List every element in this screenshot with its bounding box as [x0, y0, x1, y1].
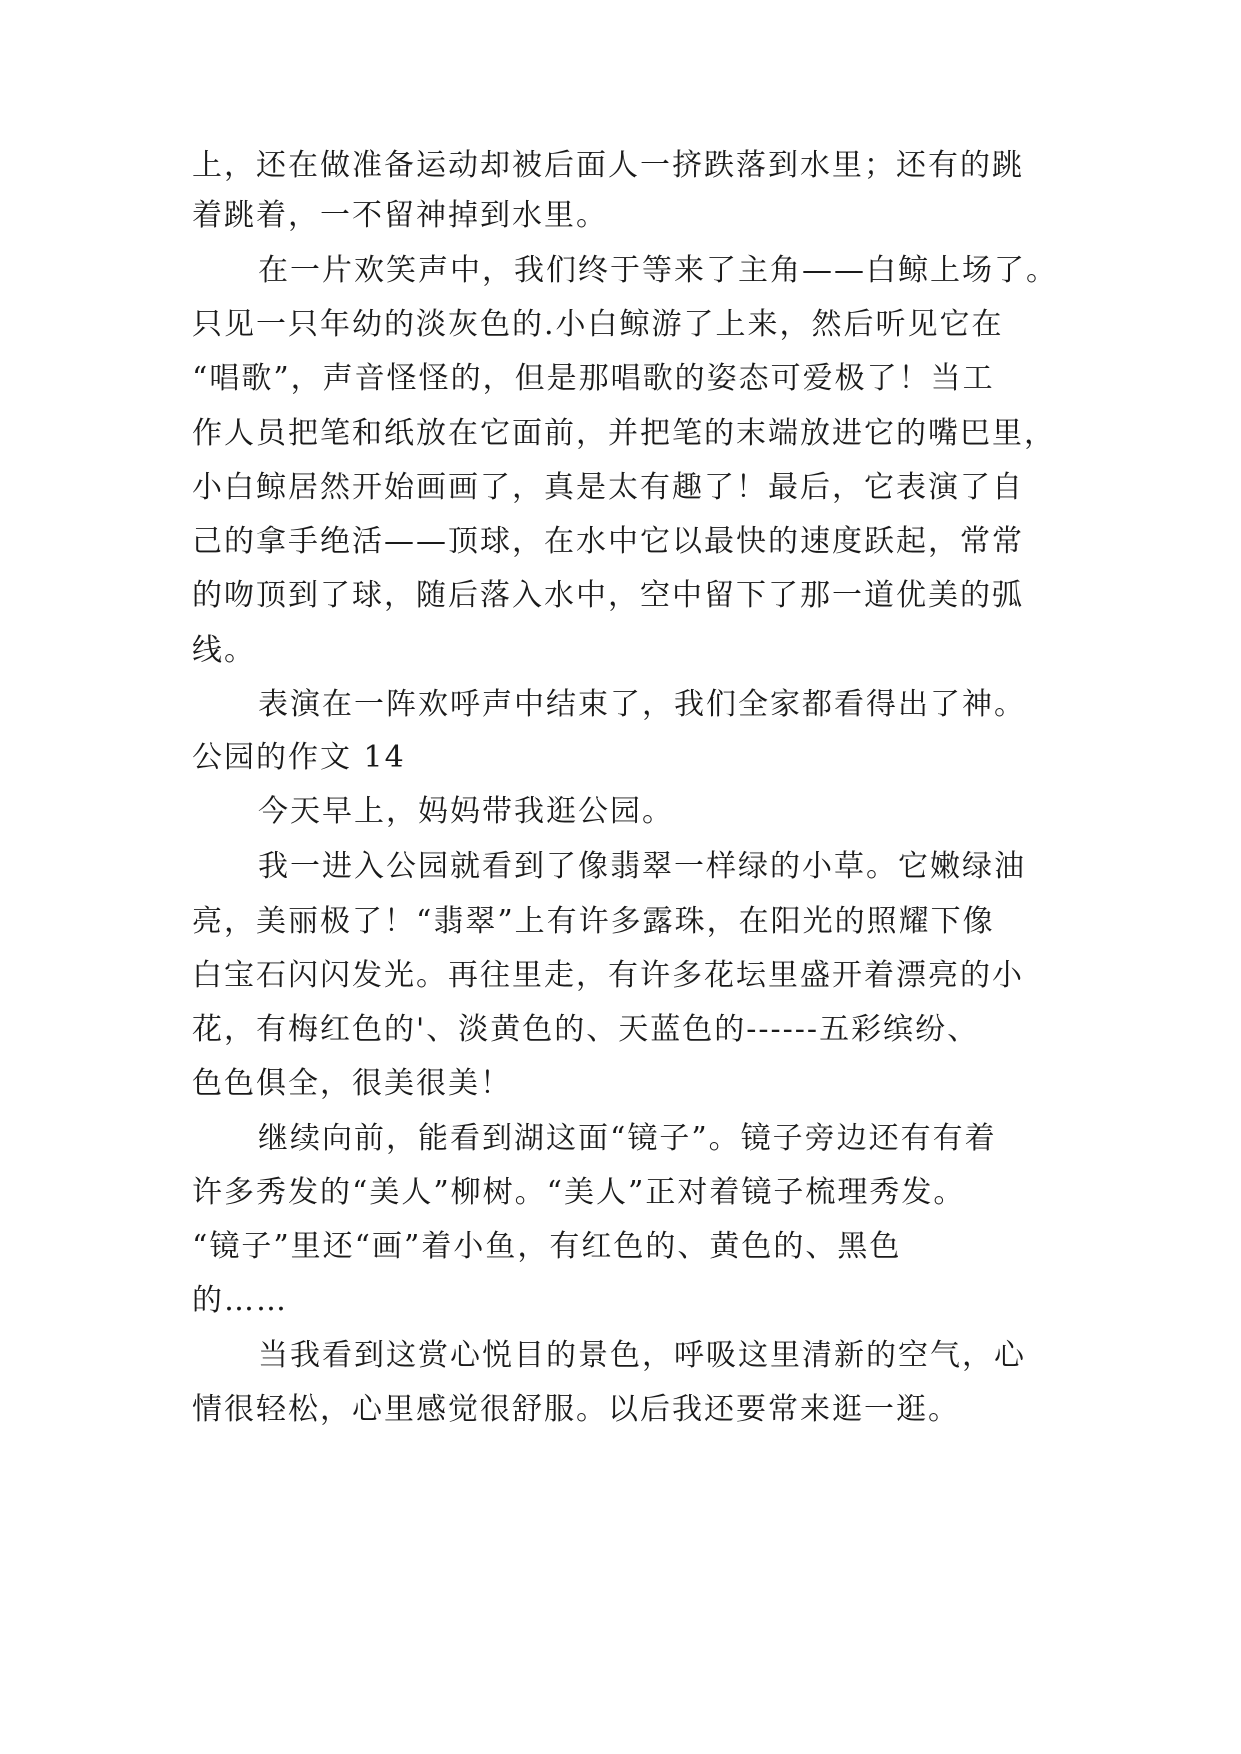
text-line: 花，有梅红色的'、淡黄色的、天蓝色的------五彩缤纷、 — [192, 1012, 980, 1047]
text-line: 情很轻松，心里感觉很舒服。以后我还要常来逛一逛。 — [192, 1392, 960, 1427]
text-line: 己的拿手绝活——顶球，在水中它以最快的速度跃起，常常 — [192, 524, 1024, 559]
text-line: “唱歌”，声音怪怪的，但是那唱歌的姿态可爱极了！当工 — [192, 361, 995, 396]
text-line: 的吻顶到了球，随后落入水中，空中留下了那一道优美的弧 — [192, 578, 1024, 613]
text-line: 作人员把笔和纸放在它面前，并把笔的末端放进它的嘴巴里， — [192, 416, 1056, 451]
paragraph-start-line: 在一片欢笑声中，我们终于等来了主角——白鲸上场了。 — [258, 253, 1058, 288]
text-line: 小白鲸居然开始画画了，真是太有趣了！最后，它表演了自 — [192, 470, 1024, 505]
paragraph-start-line: 今天早上，妈妈带我逛公园。 — [258, 794, 674, 829]
text-line: 着跳着，一不留神掉到水里。 — [192, 198, 608, 233]
text-line: 白宝石闪闪发光。再往里走，有许多花坛里盛开着漂亮的小 — [192, 958, 1024, 993]
paragraph-start-line: 表演在一阵欢呼声中结束了，我们全家都看得出了神。 — [258, 687, 1026, 722]
text-line: 线。 — [192, 633, 256, 668]
text-line: 的…… — [192, 1283, 288, 1318]
essay-heading: 公园的作文 14 — [192, 740, 406, 775]
text-line: 许多秀发的“美人”柳树。“美人”正对着镜子梳理秀发。 — [192, 1175, 966, 1210]
paragraph-start-line: 继续向前，能看到湖这面“镜子”。镜子旁边还有有着 — [258, 1121, 997, 1156]
text-line: “镜子”里还“画”着小鱼，有红色的、黄色的、黑色 — [192, 1229, 902, 1264]
text-line: 只见一只年幼的淡灰色的.小白鲸游了上来，然后听见它在 — [192, 307, 1004, 342]
paragraph-start-line: 当我看到这赏心悦目的景色，呼吸这里清新的空气，心 — [258, 1338, 1026, 1373]
text-line: 亮，美丽极了！“翡翠”上有许多露珠，在阳光的照耀下像 — [192, 904, 995, 939]
text-line: 上，还在做准备运动却被后面人一挤跌落到水里；还有的跳 — [192, 148, 1024, 183]
paragraph-start-line: 我一进入公园就看到了像翡翠一样绿的小草。它嫩绿油 — [258, 849, 1026, 884]
text-line: 色色俱全，很美很美！ — [192, 1066, 512, 1101]
